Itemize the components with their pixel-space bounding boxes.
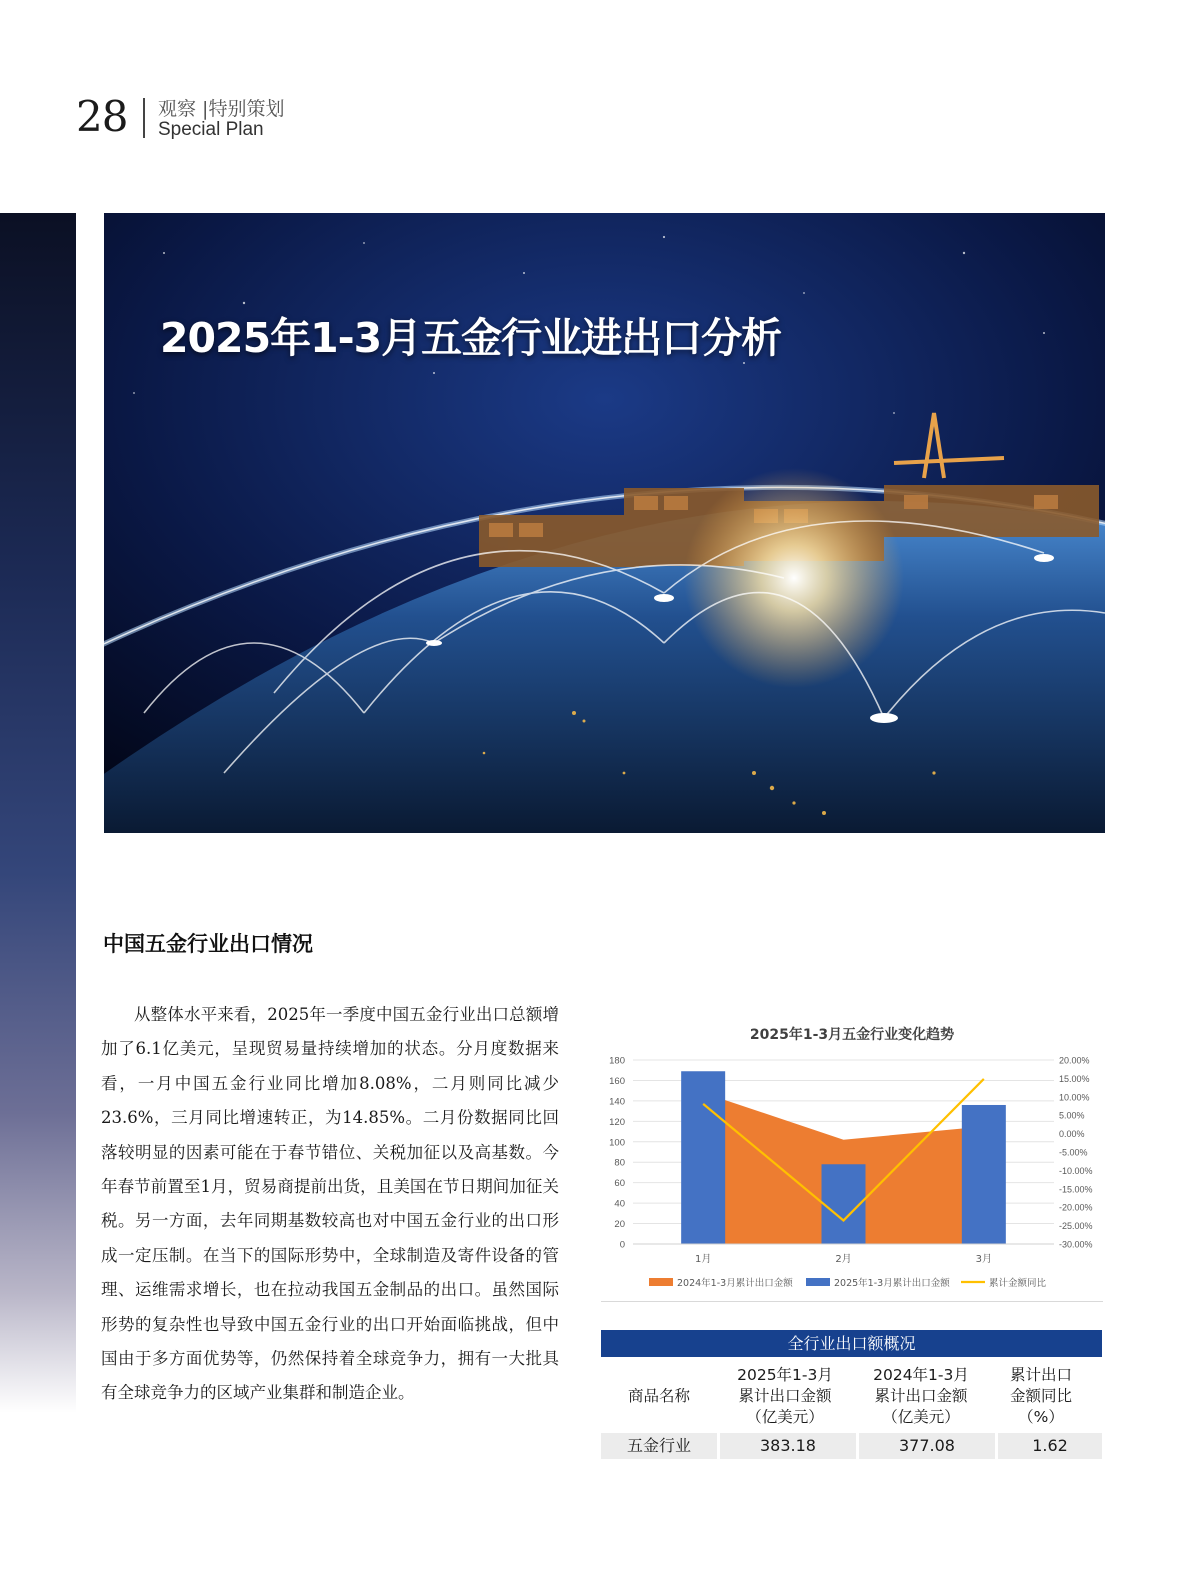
export-summary-table xyxy=(601,1330,1102,1459)
header-divider xyxy=(143,98,145,138)
body-paragraph: 从整体水平来看，2025年一季度中国五金行业出口总额增加了6.1亿美元，呈现贸易量持续增加的状态。分月度数据来看，一月中国五金行业同比增加8.08%，二月则同比减少23.6%，三月同比增速转正，为14.85%。二月份数据同比回落较明显的因素可能在于春节错位、关税加征以及高基数。今年春节前置至1月，贸易商提前出货，且美国在节日期间加征关税。另一方面，去年同期基数较高也对中国五金行业的出口形成一定压制。在当下的国际形势中，全球制造及寄件设备的管理、运维需求增长，也在拉动我国五金制品的出口。虽然国际形势的复杂性也导致中国五金行业的出口开始面临挑战，但中国由于多方面优势等，仍然保持着全球竞争力，拥有一大批具有全球竞争力的区域产业集群和制造企业。 xyxy=(101,1005,559,1403)
y2-tick-label: -20.00% xyxy=(1059,1202,1093,1213)
table-cell: 1.62 xyxy=(998,1433,1102,1459)
y2-tick-label: -5.00% xyxy=(1059,1147,1088,1158)
y-tick-label: 160 xyxy=(609,1075,625,1087)
legend-label: 2024年1-3月累计出口金额 xyxy=(677,1278,793,1289)
y2-tick-label: -30.00% xyxy=(1059,1239,1093,1250)
section-heading: 中国五金行业出口情况 xyxy=(103,932,313,956)
y-tick-label: 120 xyxy=(609,1116,625,1128)
decorative-side-bar xyxy=(0,213,76,1413)
bar-2025 xyxy=(681,1071,725,1244)
legend-swatch xyxy=(649,1278,673,1286)
table-cell: 五金行业 xyxy=(601,1433,717,1459)
y-tick-label: 100 xyxy=(609,1137,625,1149)
table-title: 全行业出口额概况 xyxy=(601,1330,1102,1357)
y-tick-label: 80 xyxy=(614,1157,625,1169)
hero-title: 2025年1-3月五金行业进出口分析 xyxy=(160,314,782,362)
x-tick-label: 2月 xyxy=(835,1254,852,1265)
y-tick-label: 140 xyxy=(609,1096,625,1108)
y2-tick-label: 0.00% xyxy=(1059,1129,1085,1140)
section-label-en: Special Plan xyxy=(158,119,264,140)
trend-chart xyxy=(601,1015,1103,1302)
table-cell: 383.18 xyxy=(720,1433,856,1459)
table-row xyxy=(601,1433,1102,1459)
legend-swatch xyxy=(806,1278,830,1286)
table-col-header: 商品名称 xyxy=(627,1386,690,1405)
table-header-row xyxy=(601,1363,1102,1429)
x-tick-label: 1月 xyxy=(694,1254,712,1265)
page-number: 28 xyxy=(76,92,128,141)
y2-tick-label: 5.00% xyxy=(1059,1110,1085,1121)
section-label-cn: 观察 |特别策划 xyxy=(158,98,285,120)
table-col-header: 累计出口 金额同比 （%） xyxy=(1009,1365,1072,1426)
y2-tick-label: 15.00% xyxy=(1059,1073,1090,1084)
hero-image xyxy=(104,213,1105,833)
table-col-header: 2024年1-3月 累计出口金额 （亿美元） xyxy=(873,1365,969,1426)
table-col-header: 2025年1-3月 累计出口金额 （亿美元） xyxy=(737,1365,833,1426)
chart-divider xyxy=(601,1301,1103,1302)
y-tick-label: 0 xyxy=(619,1239,625,1251)
x-tick-label: 3月 xyxy=(975,1254,993,1265)
trend-chart-svg xyxy=(601,1015,1103,1302)
legend-label: 2025年1-3月累计出口金额 xyxy=(834,1278,950,1289)
y2-tick-label: -15.00% xyxy=(1059,1184,1093,1195)
y2-tick-label: 10.00% xyxy=(1059,1092,1090,1103)
y2-tick-label: -25.00% xyxy=(1059,1221,1093,1232)
table-cell: 377.08 xyxy=(859,1433,995,1459)
y2-tick-label: 20.00% xyxy=(1059,1055,1090,1066)
bar-2025 xyxy=(962,1105,1006,1244)
y-tick-label: 60 xyxy=(614,1178,625,1190)
y-tick-label: 20 xyxy=(614,1219,625,1231)
y2-tick-label: -10.00% xyxy=(1059,1165,1093,1176)
y-tick-label: 40 xyxy=(614,1198,625,1210)
y-tick-label: 180 xyxy=(609,1055,625,1067)
legend-label: 累计金额同比 xyxy=(989,1278,1047,1289)
chart-title: 2025年1-3月五金行业变化趋势 xyxy=(749,1027,955,1043)
